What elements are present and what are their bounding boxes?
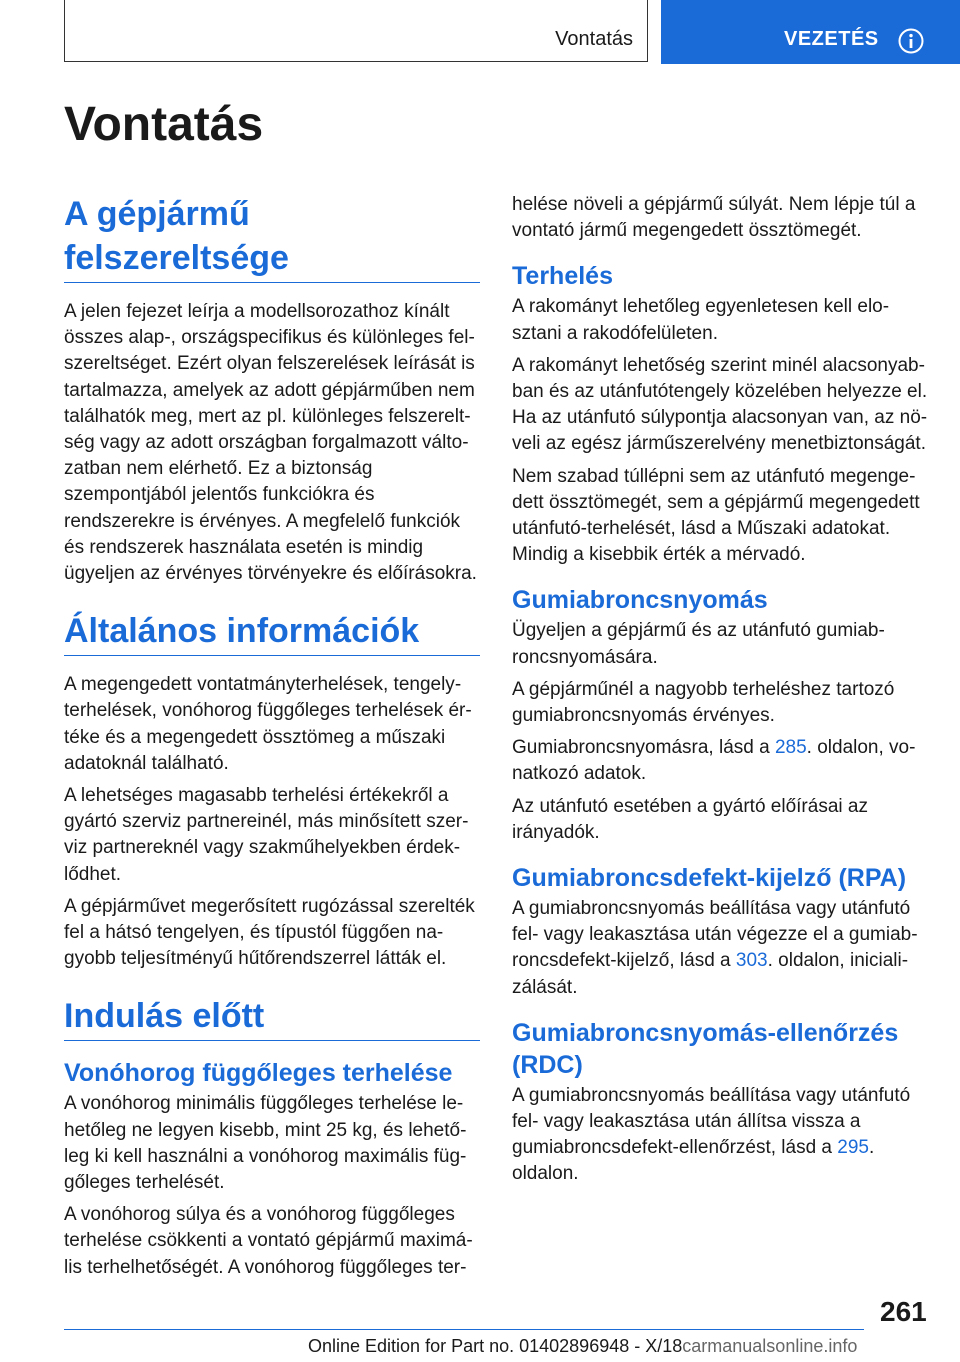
section-heading-felszereltseg: A gépjármű felszereltsége <box>64 192 480 283</box>
subsection-heading-terheles: Terhelés <box>512 262 613 291</box>
page-reference-link[interactable]: 285 <box>774 737 807 759</box>
paragraph: A megengedett vontatmányterhelések, tengelyterhelések, vonóhorog függőleges terhelések értéke és a megengedett össztömeg a műszaki adatoknál található. <box>64 674 472 774</box>
paragraph: A gépjárműnél a nagyobb terheléshez tartozó gumiabroncsnyomás érvényes. <box>512 678 895 727</box>
paragraph <box>512 735 928 787</box>
paragraph: A vonóhorog súlya és a vonóhorog függőleges terhelése csökkenti a vontató gépjármű maximális terhelhetőségét. A vonóhorog függőleges ter- <box>64 1204 473 1278</box>
header-chapter-title: VEZETÉS <box>784 28 879 50</box>
paragraph: Az utánfutó esetében a gyártó előírásai az irányadók. <box>512 795 868 843</box>
subsection-heading-vonohorog: Vonóhorog függőleges terhelése <box>64 1059 453 1088</box>
paragraph: helése növeli a gépjármű súlyát. Nem lépje túl a vontató jármű megengedett össztömegét. <box>512 194 916 242</box>
paragraph-text: A gumiabroncsnyomás beállítása vagy utánfutó fel- vagy leakasztása után állítsa vissza a gumiabroncsdefekt-ellenőrzést, lásd a <box>512 1084 911 1159</box>
paragraph <box>512 1083 928 1188</box>
info-circle-icon[interactable] <box>898 28 924 54</box>
section-heading-indulas: Indulás előtt <box>64 994 480 1041</box>
page-title: Vontatás <box>64 98 264 151</box>
page-reference-link[interactable]: 295 <box>837 1137 869 1159</box>
paragraph-text: . oldalon. <box>512 1137 875 1185</box>
paragraph: A gépjárművet megerősített rugózással szerelték fel a hátsó tengelyen, és típustól függően nagyobb teljesítményű hűtőrendszerrel látták el. <box>64 895 475 970</box>
paragraph: A rakományt lehetőleg egyenletesen kell elosztani a rakodófelületen. <box>512 296 890 344</box>
paragraph: A rakományt lehetőség szerint minél alacsonyabban és az utánfutótengely közelében helyezze el. Ha az utánfutó súlypontja alacsonyan van, az növeli az egész járműszerelvény menetbiztonságát. <box>512 354 928 455</box>
paragraph: A jelen fejezet leírja a modellsorozathoz kínált összes alap-, országspecifikus és különleges felszereltséget. Ezért olyan felszerelések leírását is tartalmazza, amelyek az adott gépjárműben nem találhatók meg, mert az pl. különleges felszereltség vagy az adott országban forgalmazott változatban nem elérhető. Ez a biztonság szempontjából jelentős funkciókra és rendszerekre is érvényes. A megfelelő funkciók és rendszerek használata esetén is mindig ügyeljen az érvényes törvényekre és előírásokra. <box>64 301 477 585</box>
subsection-heading-rpa: Gumiabroncsdefekt-kijelző (RPA) <box>512 864 907 893</box>
footer-divider <box>64 1329 864 1330</box>
paragraph: Ügyeljen a gépjármű és az utánfutó gumiabroncsnyomására. <box>512 620 885 668</box>
paragraph: A lehetséges magasabb terhelési értékekről a gyártó szerviz partnereinél, más minősített szerviz partnereknél vagy szakműhelyekben érdeklődhet. <box>64 785 469 885</box>
header-section-title: Vontatás <box>555 28 633 50</box>
page-reference-link[interactable]: 303 <box>735 950 768 972</box>
header-chapter-tab[interactable] <box>661 0 960 64</box>
paragraph-text: . oldalon, vonatkozó adatok. <box>512 737 916 785</box>
left-column <box>64 192 480 1287</box>
paragraph: Nem szabad túllépni sem az utánfutó megengedett össztömegét, sem a gépjármű megengedett utánfutó-terhelését, lásd a Műszaki adatokat. Mindig a kisebbik érték a mérvadó. <box>512 465 920 566</box>
subsection-heading-gumiabroncsnyomas: Gumiabroncsnyomás <box>512 586 768 615</box>
paragraph-text: A gumiabroncsnyomás beállítása vagy utánfutó fel- vagy leakasztása után végezze el a gumiabroncsdefekt-kijelző, lásd a <box>512 898 918 972</box>
footer <box>308 1336 857 1357</box>
right-column <box>512 192 928 1194</box>
paragraph: A vonóhorog minimális függőleges terhelése lehetőleg ne legyen kisebb, mint 25 kg, és lehetőleg ki kell használni a vonóhorog maximális függőleges terhelését. <box>64 1093 467 1194</box>
page-number: 261 <box>880 1296 927 1327</box>
footer-watermark[interactable]: carmanualsonline.info <box>682 1336 858 1356</box>
subsection-heading-rdc: Gumiabroncsnyomás-ellenőrzés (RDC) <box>512 1018 899 1079</box>
footer-edition: Online Edition for Part no. 01402896948 - X/18 <box>308 1336 683 1356</box>
paragraph-text: . oldalon, inicializálását. <box>512 950 909 998</box>
paragraph <box>512 896 928 1001</box>
section-heading-altalanos: Általános információk <box>64 609 480 656</box>
header-section-box <box>64 0 648 62</box>
paragraph-text: Gumiabroncsnyomásra, lásd a <box>512 737 775 759</box>
